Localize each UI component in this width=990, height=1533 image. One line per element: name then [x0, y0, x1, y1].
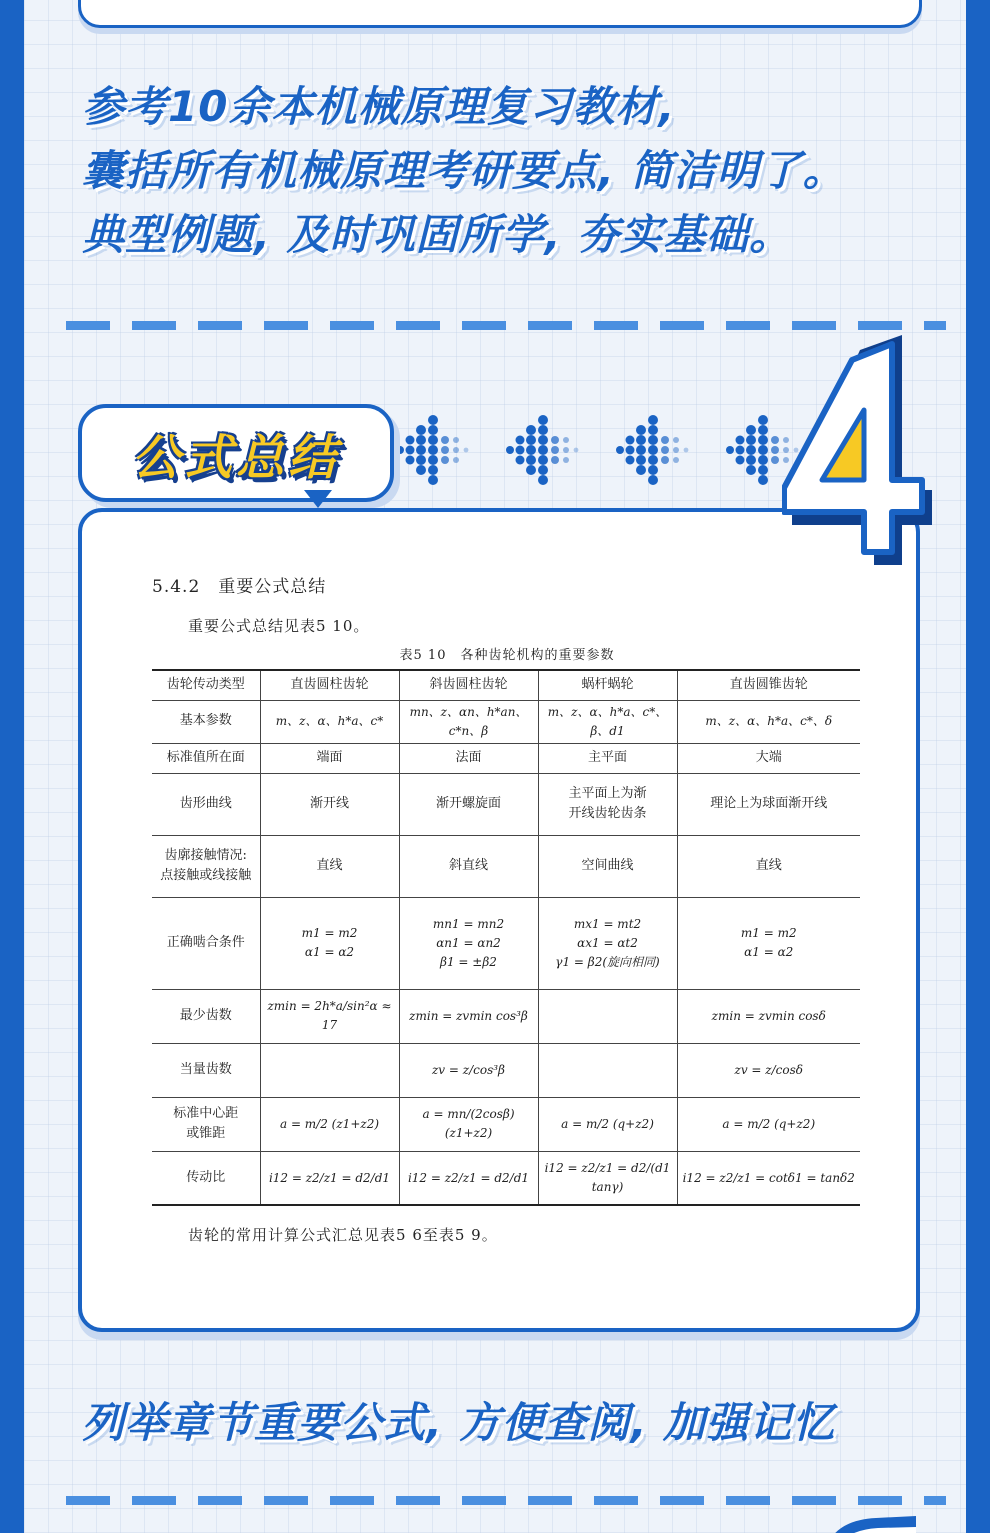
table-cell: m、z、α、h*a、c*	[260, 700, 399, 743]
table-cell: mn1 = mn2 αn1 = αn2 β1 = ±β2	[399, 897, 538, 989]
tag-tail	[304, 490, 332, 508]
header-cell: 齿轮传动类型	[152, 670, 260, 700]
table-cell: zv = z/cos³β	[399, 1043, 538, 1097]
table-cell: i12 = z2/z1 = d2/d1	[399, 1151, 538, 1205]
table-cell: 理论上为球面渐开线	[677, 773, 860, 835]
row-label: 齿形曲线	[152, 773, 260, 835]
row-label: 传动比	[152, 1151, 260, 1205]
table-cell: m1 = m2 α1 = α2	[260, 897, 399, 989]
dashed-divider-bottom	[66, 1496, 946, 1505]
table-header-row	[152, 670, 860, 700]
table-cell: i12 = z2/z1 = d2/d1	[260, 1151, 399, 1205]
header-cell: 斜齿圆柱齿轮	[399, 670, 538, 700]
table-cell: a = mn/(2cosβ) (z1+z2)	[399, 1097, 538, 1151]
table-cell: i12 = z2/z1 = cotδ1 = tanδ2	[677, 1151, 860, 1205]
row-label: 当量齿数	[152, 1043, 260, 1097]
table-cell: 端面	[260, 743, 399, 773]
table-row	[152, 897, 860, 989]
table-cell: a = m/2 (q+z2)	[677, 1097, 860, 1151]
poster-page	[24, 0, 966, 1533]
gear-parameter-table	[152, 669, 860, 1206]
table-row	[152, 1043, 860, 1097]
table-cell: 斜直线	[399, 835, 538, 897]
dotted-arrows-icon	[396, 412, 816, 488]
headline-line-3: 典型例题, 及时巩固所学, 夯实基础。	[82, 210, 793, 259]
headline-line-1: 参考10余本机械原理复习教材,	[82, 82, 676, 131]
table-cell: m、z、α、h*a、c*、β、d1	[538, 700, 677, 743]
table-row	[152, 1151, 860, 1205]
row-label: 标准值所在面	[152, 743, 260, 773]
top-card-fragment	[78, 0, 922, 28]
row-label: 齿廓接触情况: 点接触或线接触	[152, 835, 260, 897]
document-scan	[152, 572, 862, 1245]
table-row	[152, 1097, 860, 1151]
header-cell: 直齿圆锥齿轮	[677, 670, 860, 700]
dashed-divider	[66, 321, 946, 330]
table-row	[152, 700, 860, 743]
section-title: 公式总结	[131, 429, 340, 486]
table-cell: 空间曲线	[538, 835, 677, 897]
table-cell	[538, 989, 677, 1043]
table-cell: a = m/2 (q+z2)	[538, 1097, 677, 1151]
table-cell: 渐开线	[260, 773, 399, 835]
table-cell: 直线	[260, 835, 399, 897]
table-cell: zmin = 2h*a/sin²α ≈ 17	[260, 989, 399, 1043]
row-label: 基本参数	[152, 700, 260, 743]
table-cell: i12 = z2/z1 = d2/(d1 tanγ)	[538, 1151, 677, 1205]
table-cell: 法面	[399, 743, 538, 773]
doc-intro: 重要公式总结见表5 10。	[188, 617, 370, 635]
doc-footnote: 齿轮的常用计算公式汇总见表5 6至表5 9。	[188, 1226, 498, 1245]
row-label: 正确啮合条件	[152, 897, 260, 989]
table-cell: m1 = m2 α1 = α2	[677, 897, 860, 989]
table-row	[152, 989, 860, 1043]
next-section-badge-icon	[816, 1508, 916, 1533]
table-row	[152, 835, 860, 897]
table-caption: 表5 10 各种齿轮机构的重要参数	[399, 648, 615, 663]
table-cell	[538, 1043, 677, 1097]
table-cell: 主平面上为渐 开线齿轮齿条	[538, 773, 677, 835]
table-row	[152, 773, 860, 835]
header-cell: 蜗杆蜗轮	[538, 670, 677, 700]
footer-headline: 列举章节重要公式, 方便查阅, 加强记忆	[82, 1398, 836, 1447]
table-cell: mn、z、αn、h*an、c*n、β	[399, 700, 538, 743]
section-title-tag	[78, 404, 394, 502]
table-cell: 大端	[677, 743, 860, 773]
row-label: 标准中心距 或锥距	[152, 1097, 260, 1151]
table-cell: zmin = zvmin cos³β	[399, 989, 538, 1043]
table-cell: zv = z/cosδ	[677, 1043, 860, 1097]
header-cell: 直齿圆柱齿轮	[260, 670, 399, 700]
table-cell: a = m/2 (z1+z2)	[260, 1097, 399, 1151]
table-cell: 渐开螺旋面	[399, 773, 538, 835]
table-cell: 直线	[677, 835, 860, 897]
content-card	[78, 508, 920, 1332]
row-label: 最少齿数	[152, 989, 260, 1043]
table-row	[152, 743, 860, 773]
doc-section-heading: 5.4.2 重要公式总结	[152, 577, 327, 597]
table-cell	[260, 1043, 399, 1097]
table-cell: m、z、α、h*a、c*、δ	[677, 700, 860, 743]
section-number-text: 4	[782, 330, 783, 331]
table-cell: mx1 = mt2 αx1 = αt2 γ1 = β2(旋向相同)	[538, 897, 677, 989]
table-cell: zmin = zvmin cosδ	[677, 989, 860, 1043]
headline-line-2: 囊括所有机械原理考研要点, 简洁明了。	[82, 146, 846, 195]
table-cell: 主平面	[538, 743, 677, 773]
section-number-4-icon	[782, 330, 952, 570]
